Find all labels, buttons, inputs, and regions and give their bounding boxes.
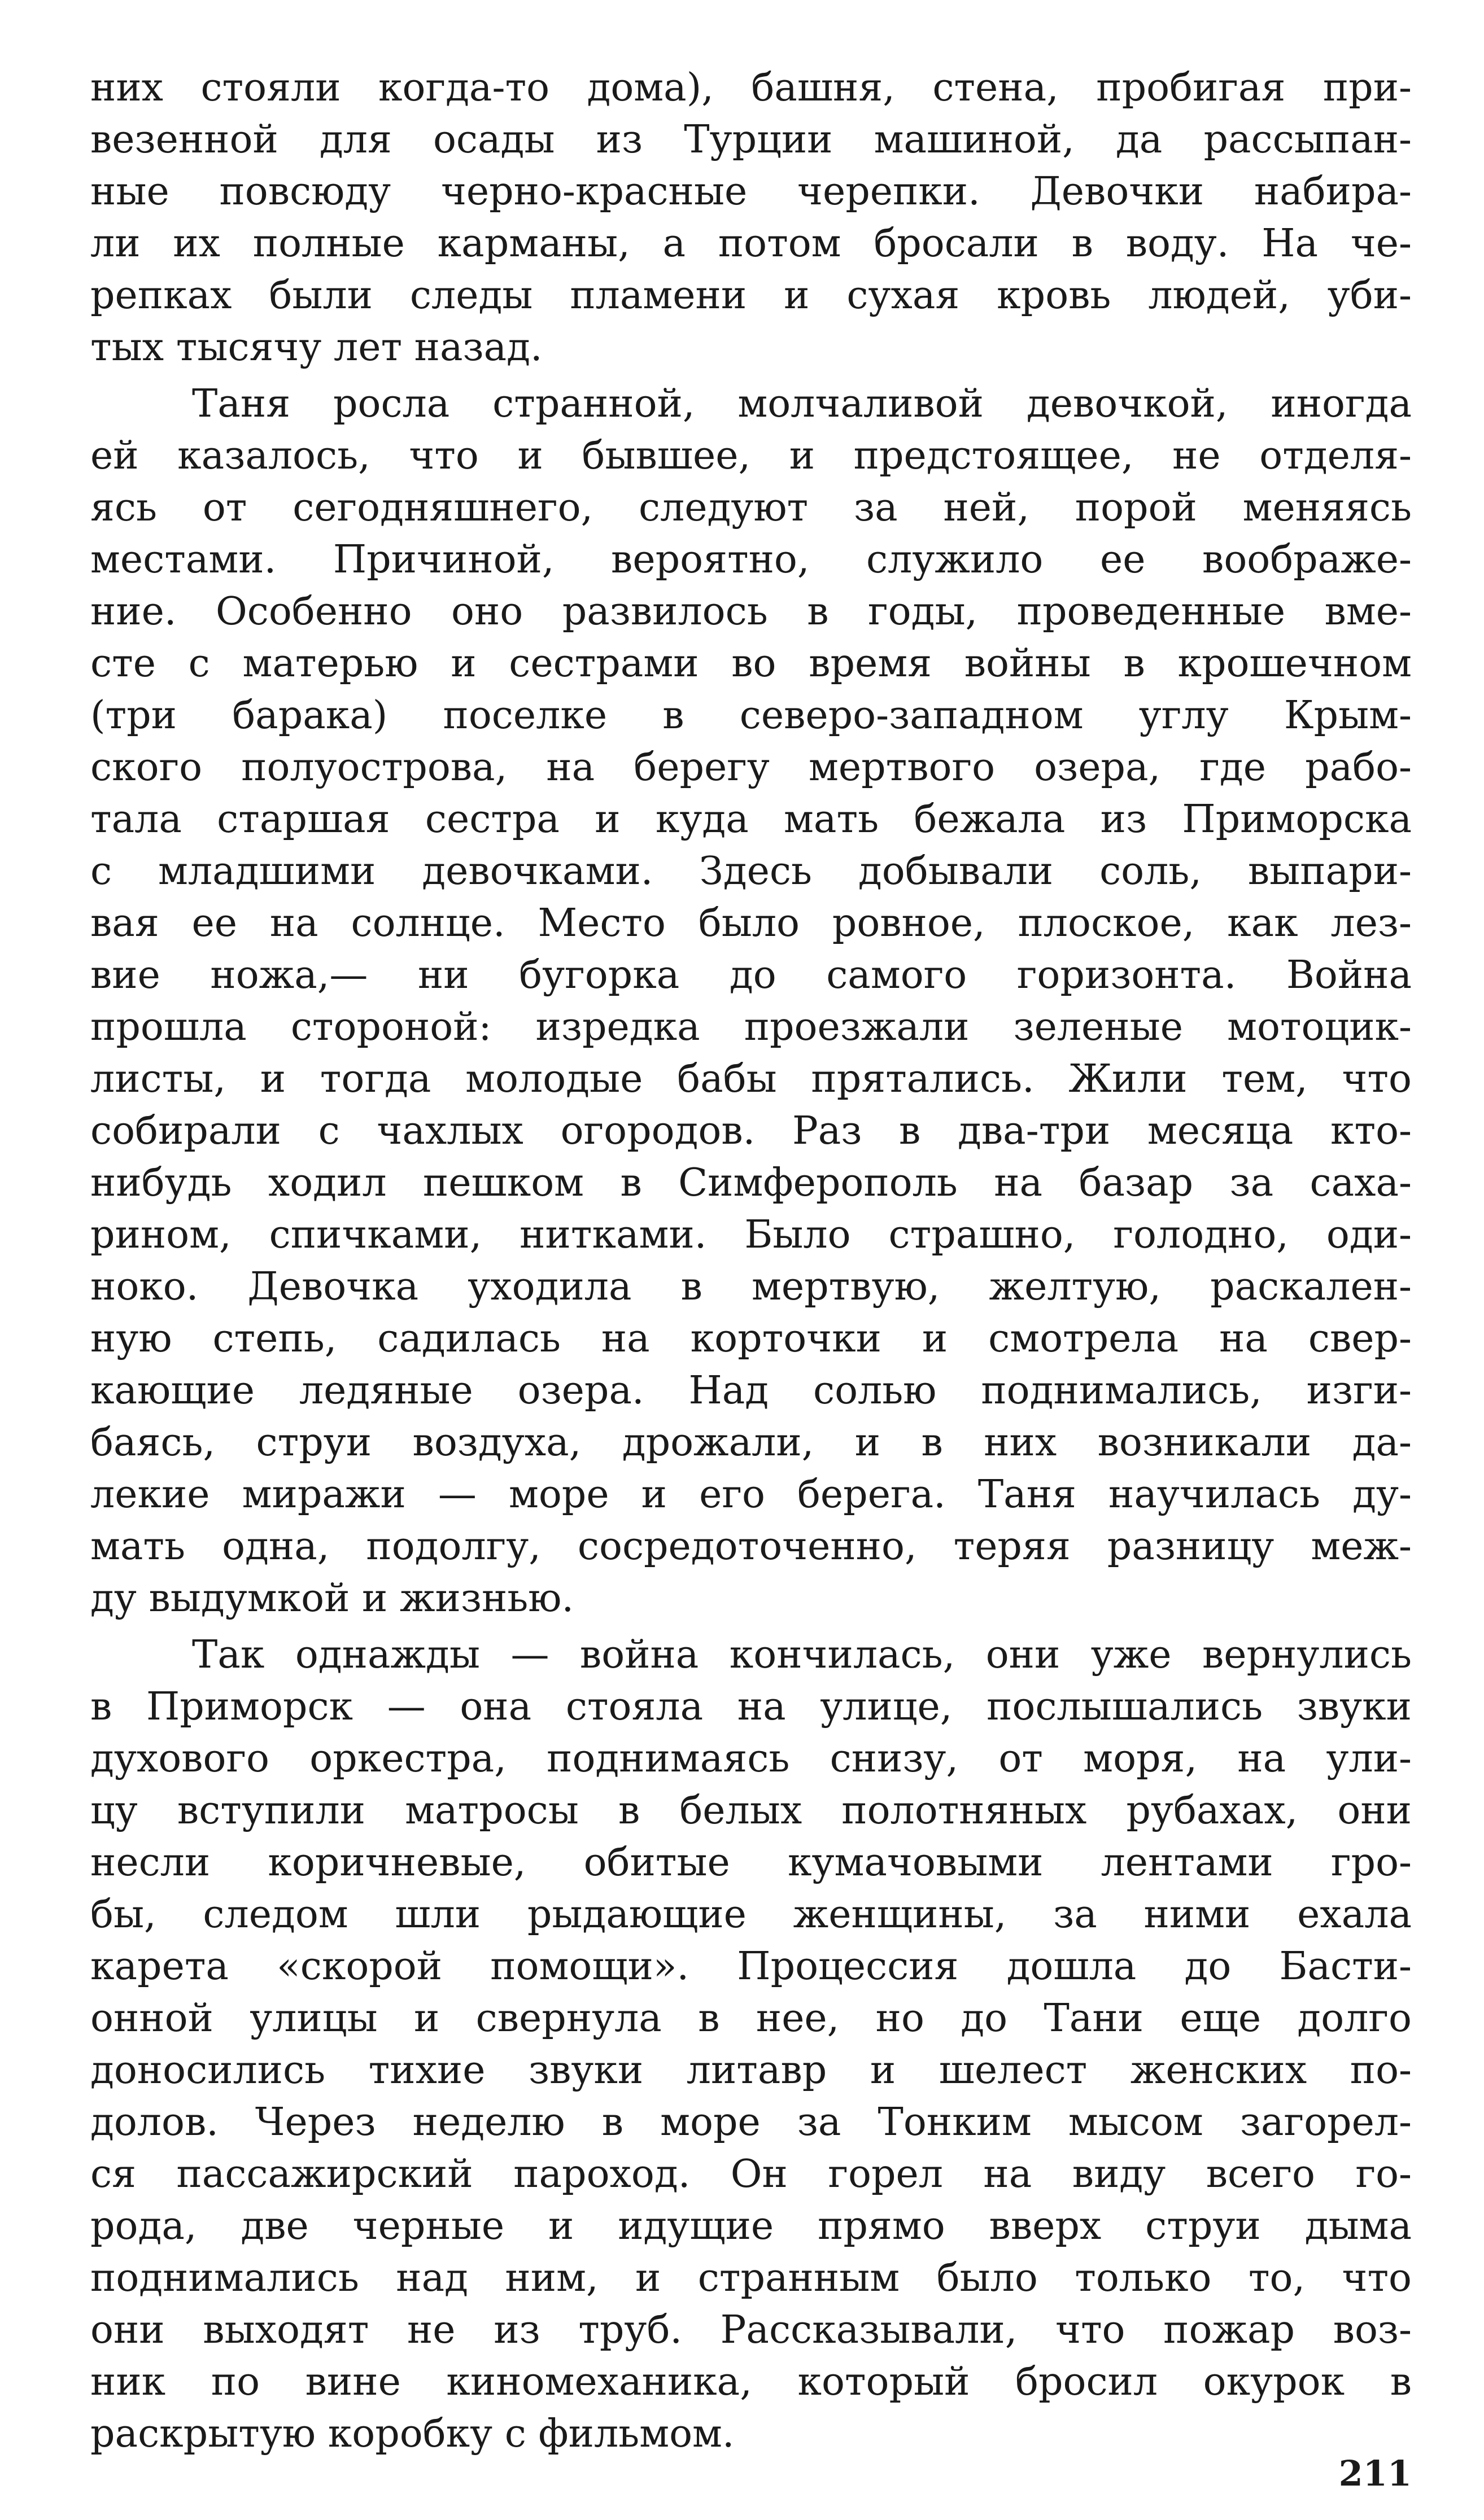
text-line: ли их полные карманы, а потом бросали в воду. На че- xyxy=(90,221,1412,266)
text-line: доносились тихие звуки литавр и шелест женских по- xyxy=(90,2048,1412,2093)
text-line: рином, спичками, нитками. Было страшно, голодно, оди- xyxy=(90,1213,1412,1257)
text-line: ся пассажирский пароход. Он горел на виду всего го- xyxy=(90,2152,1412,2197)
text-line: с младшими девочками. Здесь добывали соль, выпари- xyxy=(90,849,1412,894)
text-line: сте с матерью и сестрами во время войны в крошечном xyxy=(90,641,1412,686)
text-line: духового оркестра, поднимаясь снизу, от моря, на ули- xyxy=(90,1736,1412,1781)
text-line: ние. Особенно оно развилось в годы, проведенные вме- xyxy=(90,589,1412,634)
text-line: несли коричневые, обитые кумачовыми лентами гро- xyxy=(90,1840,1412,1885)
text-line: везенной для осады из Турции машиной, да рассыпан- xyxy=(90,117,1412,162)
text-line: ского полуострова, на берегу мертвого озера, где рабо- xyxy=(90,745,1412,790)
paragraph-gap xyxy=(90,1625,1412,1629)
text-line: прошла стороной: изредка проезжали зеленые мотоцик- xyxy=(90,1005,1412,1049)
paragraph xyxy=(90,62,1412,374)
text-line: ду выдумкой и жизнью. xyxy=(90,1576,574,1621)
text-line: вая ее на солнце. Место было ровное, плоское, как лез- xyxy=(90,901,1412,946)
text-line: поднимались над ним, и странным было только то, что xyxy=(90,2256,1412,2300)
text-line: местами. Причиной, вероятно, служило ее воображе- xyxy=(90,537,1412,582)
text-line: ноко. Девочка уходила в мертвую, желтую, раскален- xyxy=(90,1265,1412,1309)
text-line: ясь от сегодняшнего, следуют за ней, порой меняясь xyxy=(90,485,1412,530)
text-line: онной улицы и свернула в нее, но до Тани еще долго xyxy=(90,1996,1412,2041)
text-line: долов. Через неделю в море за Тонким мысом загорел- xyxy=(90,2100,1412,2145)
text-line: нибудь ходил пешком в Симферополь на базар за саха- xyxy=(90,1161,1412,1205)
paragraph xyxy=(90,378,1412,1625)
text-line: тала старшая сестра и куда мать бежала из Приморска xyxy=(90,797,1412,842)
paragraph xyxy=(90,1629,1412,2460)
text-line: бы, следом шли рыдающие женщины, за ними ехала xyxy=(90,1892,1412,1937)
text-line: они выходят не из труб. Рассказывали, что пожар воз- xyxy=(90,2308,1412,2352)
text-line: вие ножа,— ни бугорка до самого горизонта. Война xyxy=(90,953,1412,998)
text-line: Так однажды — война кончилась, они уже вернулись xyxy=(192,1633,1412,1677)
text-line: ник по вине киномеханика, который бросил окурок в xyxy=(90,2360,1412,2404)
text-line: собирали с чахлых огородов. Раз в два-три месяца кто- xyxy=(90,1109,1412,1153)
text-line: в Приморск — она стояла на улице, послышались звуки xyxy=(90,1685,1412,1729)
text-line: баясь, струи воздуха, дрожали, и в них возникали да- xyxy=(90,1420,1412,1465)
text-line: репках были следы пламени и сухая кровь людей, уби- xyxy=(90,273,1412,318)
text-line: (три барака) поселке в северо-западном углу Крым- xyxy=(90,693,1412,738)
page-number: 211 xyxy=(1338,2453,1412,2494)
text-line: лекие миражи — море и его берега. Таня научилась ду- xyxy=(90,1472,1412,1517)
text-line: карета «скорой помощи». Процессия дошла до Басти- xyxy=(90,1944,1412,1989)
text-line: ей казалось, что и бывшее, и предстоящее, не отделя- xyxy=(90,434,1412,478)
text-line: тых тысячу лет назад. xyxy=(90,325,543,370)
text-line: Таня росла странной, молчаливой девочкой, иногда xyxy=(192,382,1412,426)
text-line: раскрытую коробку с фильмом. xyxy=(90,2412,735,2456)
body-text xyxy=(90,62,1412,2460)
text-line: рода, две черные и идущие прямо вверх струи дыма xyxy=(90,2204,1412,2248)
text-line: кающие ледяные озера. Над солью поднимались, изги- xyxy=(90,1368,1412,1413)
text-line: ную степь, садилась на корточки и смотрела на свер- xyxy=(90,1316,1412,1361)
text-line: листы, и тогда молодые бабы прятались. Жили тем, что xyxy=(90,1057,1412,1101)
text-line: цу вступили матросы в белых полотняных рубахах, они xyxy=(90,1788,1412,1833)
text-line: мать одна, подолгу, сосредоточенно, теряя разницу меж- xyxy=(90,1524,1412,1569)
text-line: них стояли когда-то дома), башня, стена, пробигая при- xyxy=(90,65,1412,110)
paragraph-gap xyxy=(90,374,1412,378)
text-line: ные повсюду черно-красные черепки. Девочки набира- xyxy=(90,169,1412,214)
